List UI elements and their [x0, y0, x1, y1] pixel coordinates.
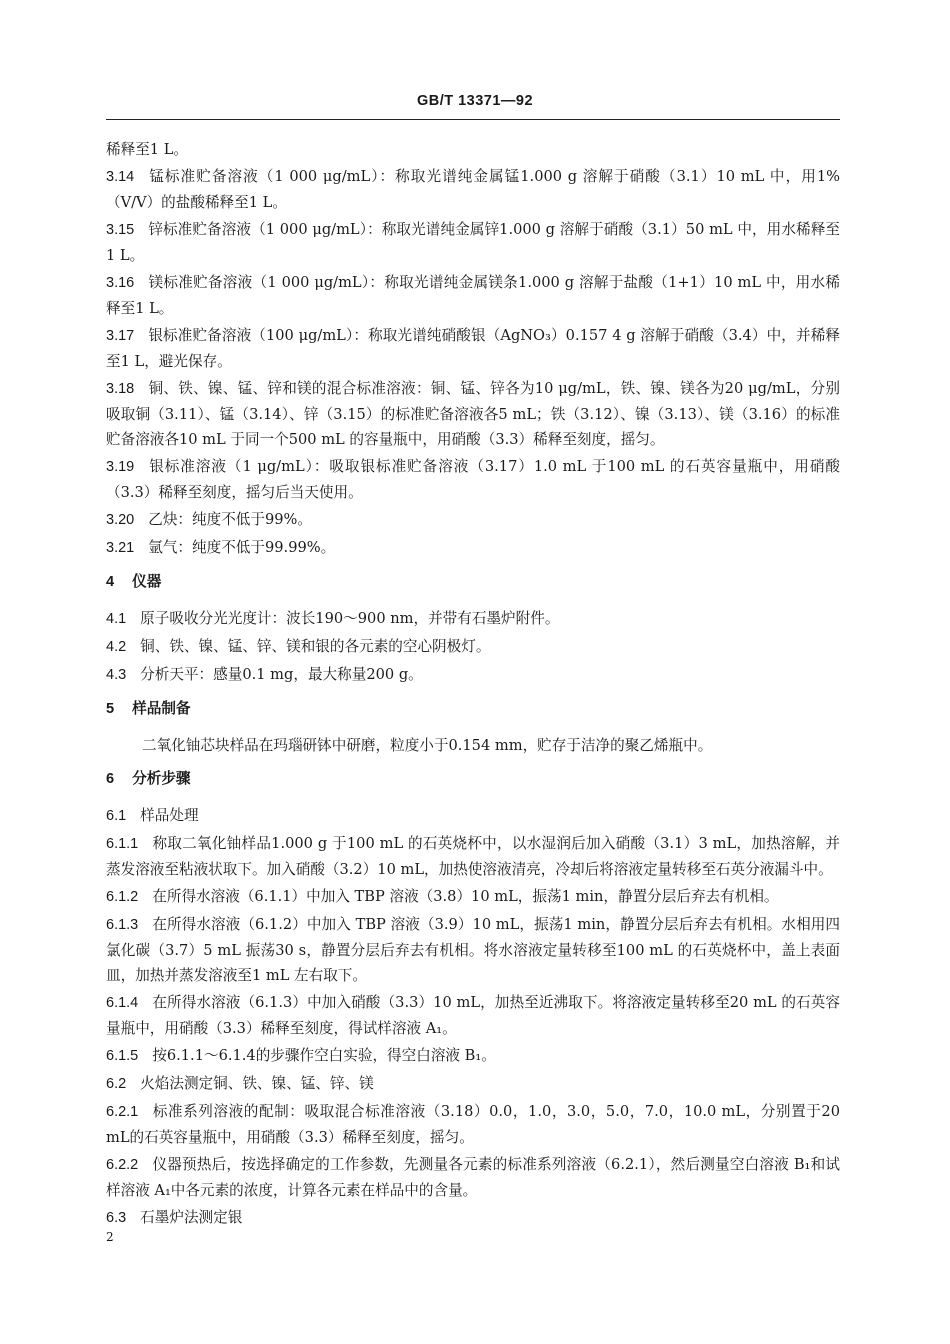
clause-3-15: 3.15 锌标准贮备溶液（1 000 μg/mL）：称取光谱纯金属锌1.000 g 溶解于硝酸（3.1）50 mL 中，用水稀释至1 L。: [106, 221, 840, 264]
clause-3-21: 3.21 氩气：纯度不低于99.99%。: [106, 539, 336, 556]
clause-4-2: 4.2 铜、铁、镍、锰、锌、镁和银的各元素的空心阴极灯。: [106, 638, 491, 655]
clause-3-18: 3.18 铜、铁、镍、锰、锌和镁的混合标准溶液：铜、锰、锌各为10 μg/mL，铁、镍、镁各为20 μg/mL，分别吸取铜（3.11）、锰（3.14）、锌（3.15）的标准贮备溶液各5 mL；铁（3.12）、镍（3.13）、镁（3.16）的标准贮备溶液各10 mL 于同一个500 mL 的容量瓶中，用硝酸（3.3）稀释至刻度，摇匀。: [106, 380, 840, 448]
clause-6-1-3: 6.1.3 在所得水溶液（6.1.2）中加入 TBP 溶液（3.9）10 mL，振荡1 min，静置分层后弃去有机相。水相用四氯化碳（3.7）5 mL 振荡30 s，静置分层后弃去有机相。将水溶液定量转移至100 mL 的石英烧杯中，盖上表面皿，加热并蒸发溶液至1 mL 左右取下。: [106, 916, 840, 984]
clause-6-2-1: 6.2.1 标准系列溶液的配制：吸取混合标准溶液（3.18）0.0，1.0，3.0，5.0，7.0，10.0 mL，分别置于20 mL的石英容量瓶中，用硝酸（3.3）稀释至刻度，摇匀。: [106, 1103, 840, 1146]
clause-6-2-2: 6.2.2 仪器预热后，按选择确定的工作参数，先测量各元素的标准系列溶液（6.2.1），然后测量空白溶液 B₁和试样溶液 A₁中各元素的浓度，计算各元素在样品中的含量。: [106, 1156, 840, 1199]
page-number: 2: [106, 1230, 114, 1244]
clause-6-2: 6.2 火焰法测定铜、铁、镍、锰、锌、镁: [106, 1075, 374, 1092]
section-6-heading: 6 分析步骤: [106, 771, 191, 787]
document-code: GB/T 13371—92: [416, 93, 534, 109]
clause-3-14: 3.14 锰标准贮备溶液（1 000 μg/mL）：称取光谱纯金属锰1.000 g 溶解于硝酸（3.1）10 mL 中，用1%（V/V）的盐酸稀释至1 L。: [106, 168, 840, 211]
clause-3-19: 3.19 银标准溶液（1 μg/mL）：吸取银标准贮备溶液（3.17）1.0 mL 于100 mL 的石英容量瓶中，用硝酸（3.3）稀释至刻度，摇匀后当天使用。: [106, 458, 840, 501]
clause-6-1-1: 6.1.1 称取二氧化铀样品1.000 g 于100 mL 的石英烧杯中，以水湿润后加入硝酸（3.1）3 mL，加热溶解，并蒸发溶液至粘液状取下。加入硝酸（3.2）10 mL，加热使溶液清亮，冷却后将溶液定量转移至石英分液漏斗中。: [106, 835, 840, 878]
section-5-text: 二氧化铀芯块样品在玛瑙研钵中研磨，粒度小于0.154 mm，贮存于洁净的聚乙烯瓶中。: [142, 737, 713, 754]
clause-3-17: 3.17 银标准贮备溶液（100 μg/mL）：称取光谱纯硝酸银（AgNO₃）0.157 4 g 溶解于硝酸（3.4）中，并稀释至1 L，避光保存。: [106, 327, 840, 370]
section-5-heading: 5 样品制备: [106, 701, 191, 717]
clause-4-1: 4.1 原子吸收分光光度计：波长190～900 nm，并带有石墨炉附件。: [106, 610, 560, 627]
clause-6-1-2: 6.1.2 在所得水溶液（6.1.1）中加入 TBP 溶液（3.8）10 mL，振荡1 min，静置分层后弃去有机相。: [106, 888, 779, 905]
clause-3-20: 3.20 乙炔：纯度不低于99%。: [106, 511, 313, 528]
header-rule: [106, 119, 840, 120]
section-4-heading: 4 仪器: [106, 574, 162, 590]
document-body: [106, 137, 840, 1233]
clause-4-3: 4.3 分析天平：感量0.1 mg，最大称量200 g。: [106, 666, 423, 683]
clause-6-1-5: 6.1.5 按6.1.1～6.1.4的步骤作空白实验，得空白溶液 B₁。: [106, 1047, 496, 1064]
clause-3-16: 3.16 镁标准贮备溶液（1 000 μg/mL）：称取光谱纯金属镁条1.000 g 溶解于盐酸（1+1）10 mL 中，用水稀释至1 L。: [106, 274, 840, 317]
clause-6-1: 6.1 样品处理: [106, 807, 199, 824]
clause-6-3: 6.3 石墨炉法测定银: [106, 1209, 243, 1226]
paragraph-continuation: 稀释至1 L。: [106, 141, 188, 158]
clause-6-1-4: 6.1.4 在所得水溶液（6.1.3）中加入硝酸（3.3）10 mL，加热至近沸取下。将溶液定量转移至20 mL 的石英容量瓶中，用硝酸（3.3）稀释至刻度，得试样溶液 A₁。: [106, 994, 840, 1037]
